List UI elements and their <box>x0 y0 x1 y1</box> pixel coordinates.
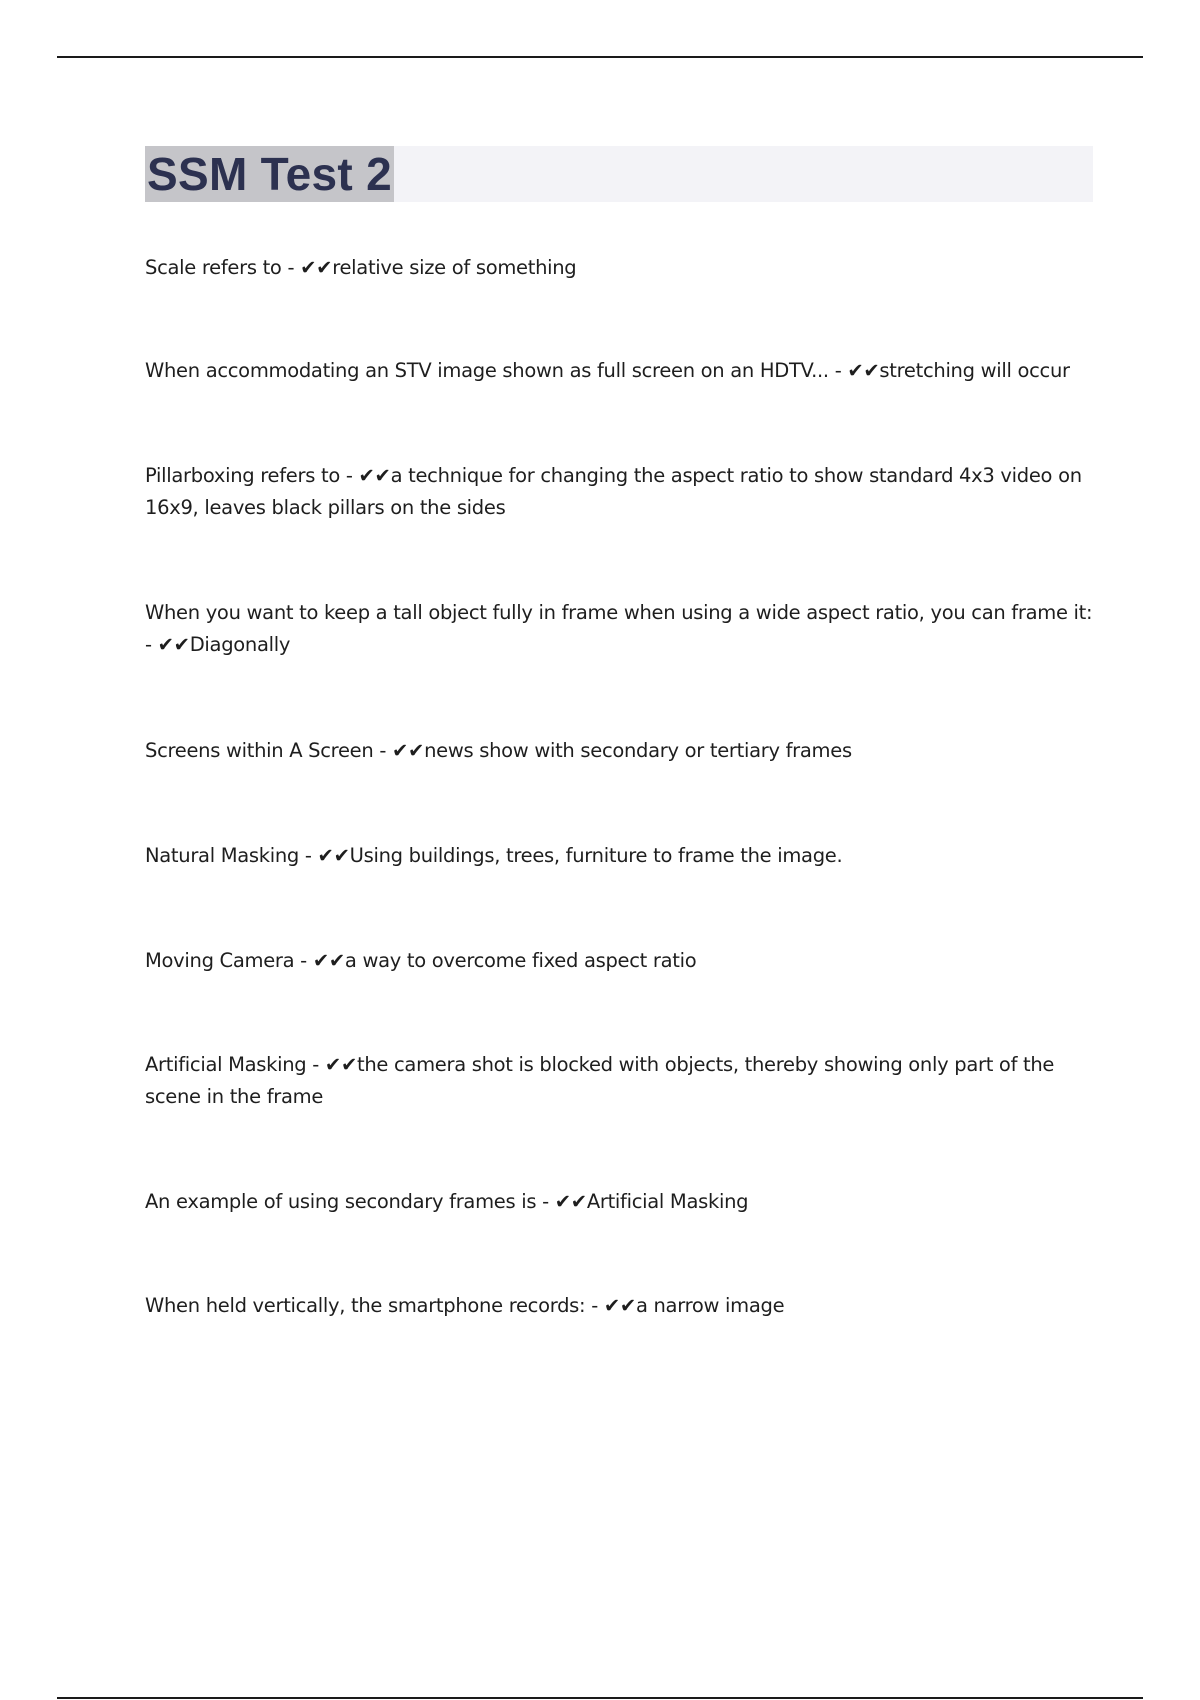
check-marks: - ✔✔ <box>536 1190 587 1213</box>
question-text: When you want to keep a tall object fully in frame when using a wide aspect ratio, you can frame it: <box>145 601 1093 624</box>
qa-item <box>145 355 1093 387</box>
check-marks: - ✔✔ <box>339 464 391 487</box>
answer-text: stretching will occur <box>879 359 1070 382</box>
question-text: Moving Camera <box>145 949 295 972</box>
qa-item <box>145 597 1093 661</box>
answer-text: news show with secondary or tertiary frames <box>424 739 852 762</box>
question-text: An example of using secondary frames is <box>145 1190 537 1213</box>
page-title: SSM Test 2 <box>147 148 392 200</box>
qa-item <box>145 840 1093 872</box>
question-text: Scale refers to <box>145 256 282 279</box>
answer-text: Diagonally <box>189 633 291 656</box>
question-text: When accommodating an STV image shown as full screen on an HDTV... <box>145 359 829 382</box>
check-marks: - ✔✔ <box>828 359 880 382</box>
check-marks: - ✔✔ <box>306 1053 358 1076</box>
qa-item <box>145 460 1093 524</box>
question-text: When held vertically, the smartphone records: <box>145 1294 586 1317</box>
question-text: Artificial Masking <box>145 1053 307 1076</box>
check-marks: - ✔✔ <box>145 633 190 656</box>
check-marks: - ✔✔ <box>585 1294 636 1317</box>
answer-text: Artificial Masking <box>586 1190 749 1213</box>
qa-item <box>145 945 1093 977</box>
answer-text: a way to overcome fixed aspect ratio <box>344 949 697 972</box>
question-text: Screens within A Screen <box>145 739 374 762</box>
answer-text: Using buildings, trees, furniture to frame the image. <box>349 844 843 867</box>
bottom-rule <box>57 1697 1143 1699</box>
question-text: Pillarboxing refers to <box>145 464 340 487</box>
qa-item <box>145 735 1093 767</box>
check-marks: - ✔✔ <box>294 949 345 972</box>
top-rule <box>57 56 1143 58</box>
qa-item <box>145 1290 1093 1322</box>
answer-text: the camera shot is blocked with objects, thereby showing only part of the scene in the frame <box>145 1053 1055 1108</box>
answer-text: a technique for changing the aspect ratio to show standard 4x3 video on 16x9, leaves black pillars on the sides <box>145 464 1082 519</box>
check-marks: - ✔✔ <box>299 844 350 867</box>
question-text: Natural Masking <box>145 844 300 867</box>
qa-item <box>145 1186 1093 1218</box>
qa-item <box>145 1049 1093 1113</box>
qa-item <box>145 252 1093 284</box>
check-marks: - ✔✔ <box>373 739 425 762</box>
check-marks: - ✔✔ <box>281 256 333 279</box>
answer-text: a narrow image <box>635 1294 785 1317</box>
answer-text: relative size of something <box>332 256 577 279</box>
